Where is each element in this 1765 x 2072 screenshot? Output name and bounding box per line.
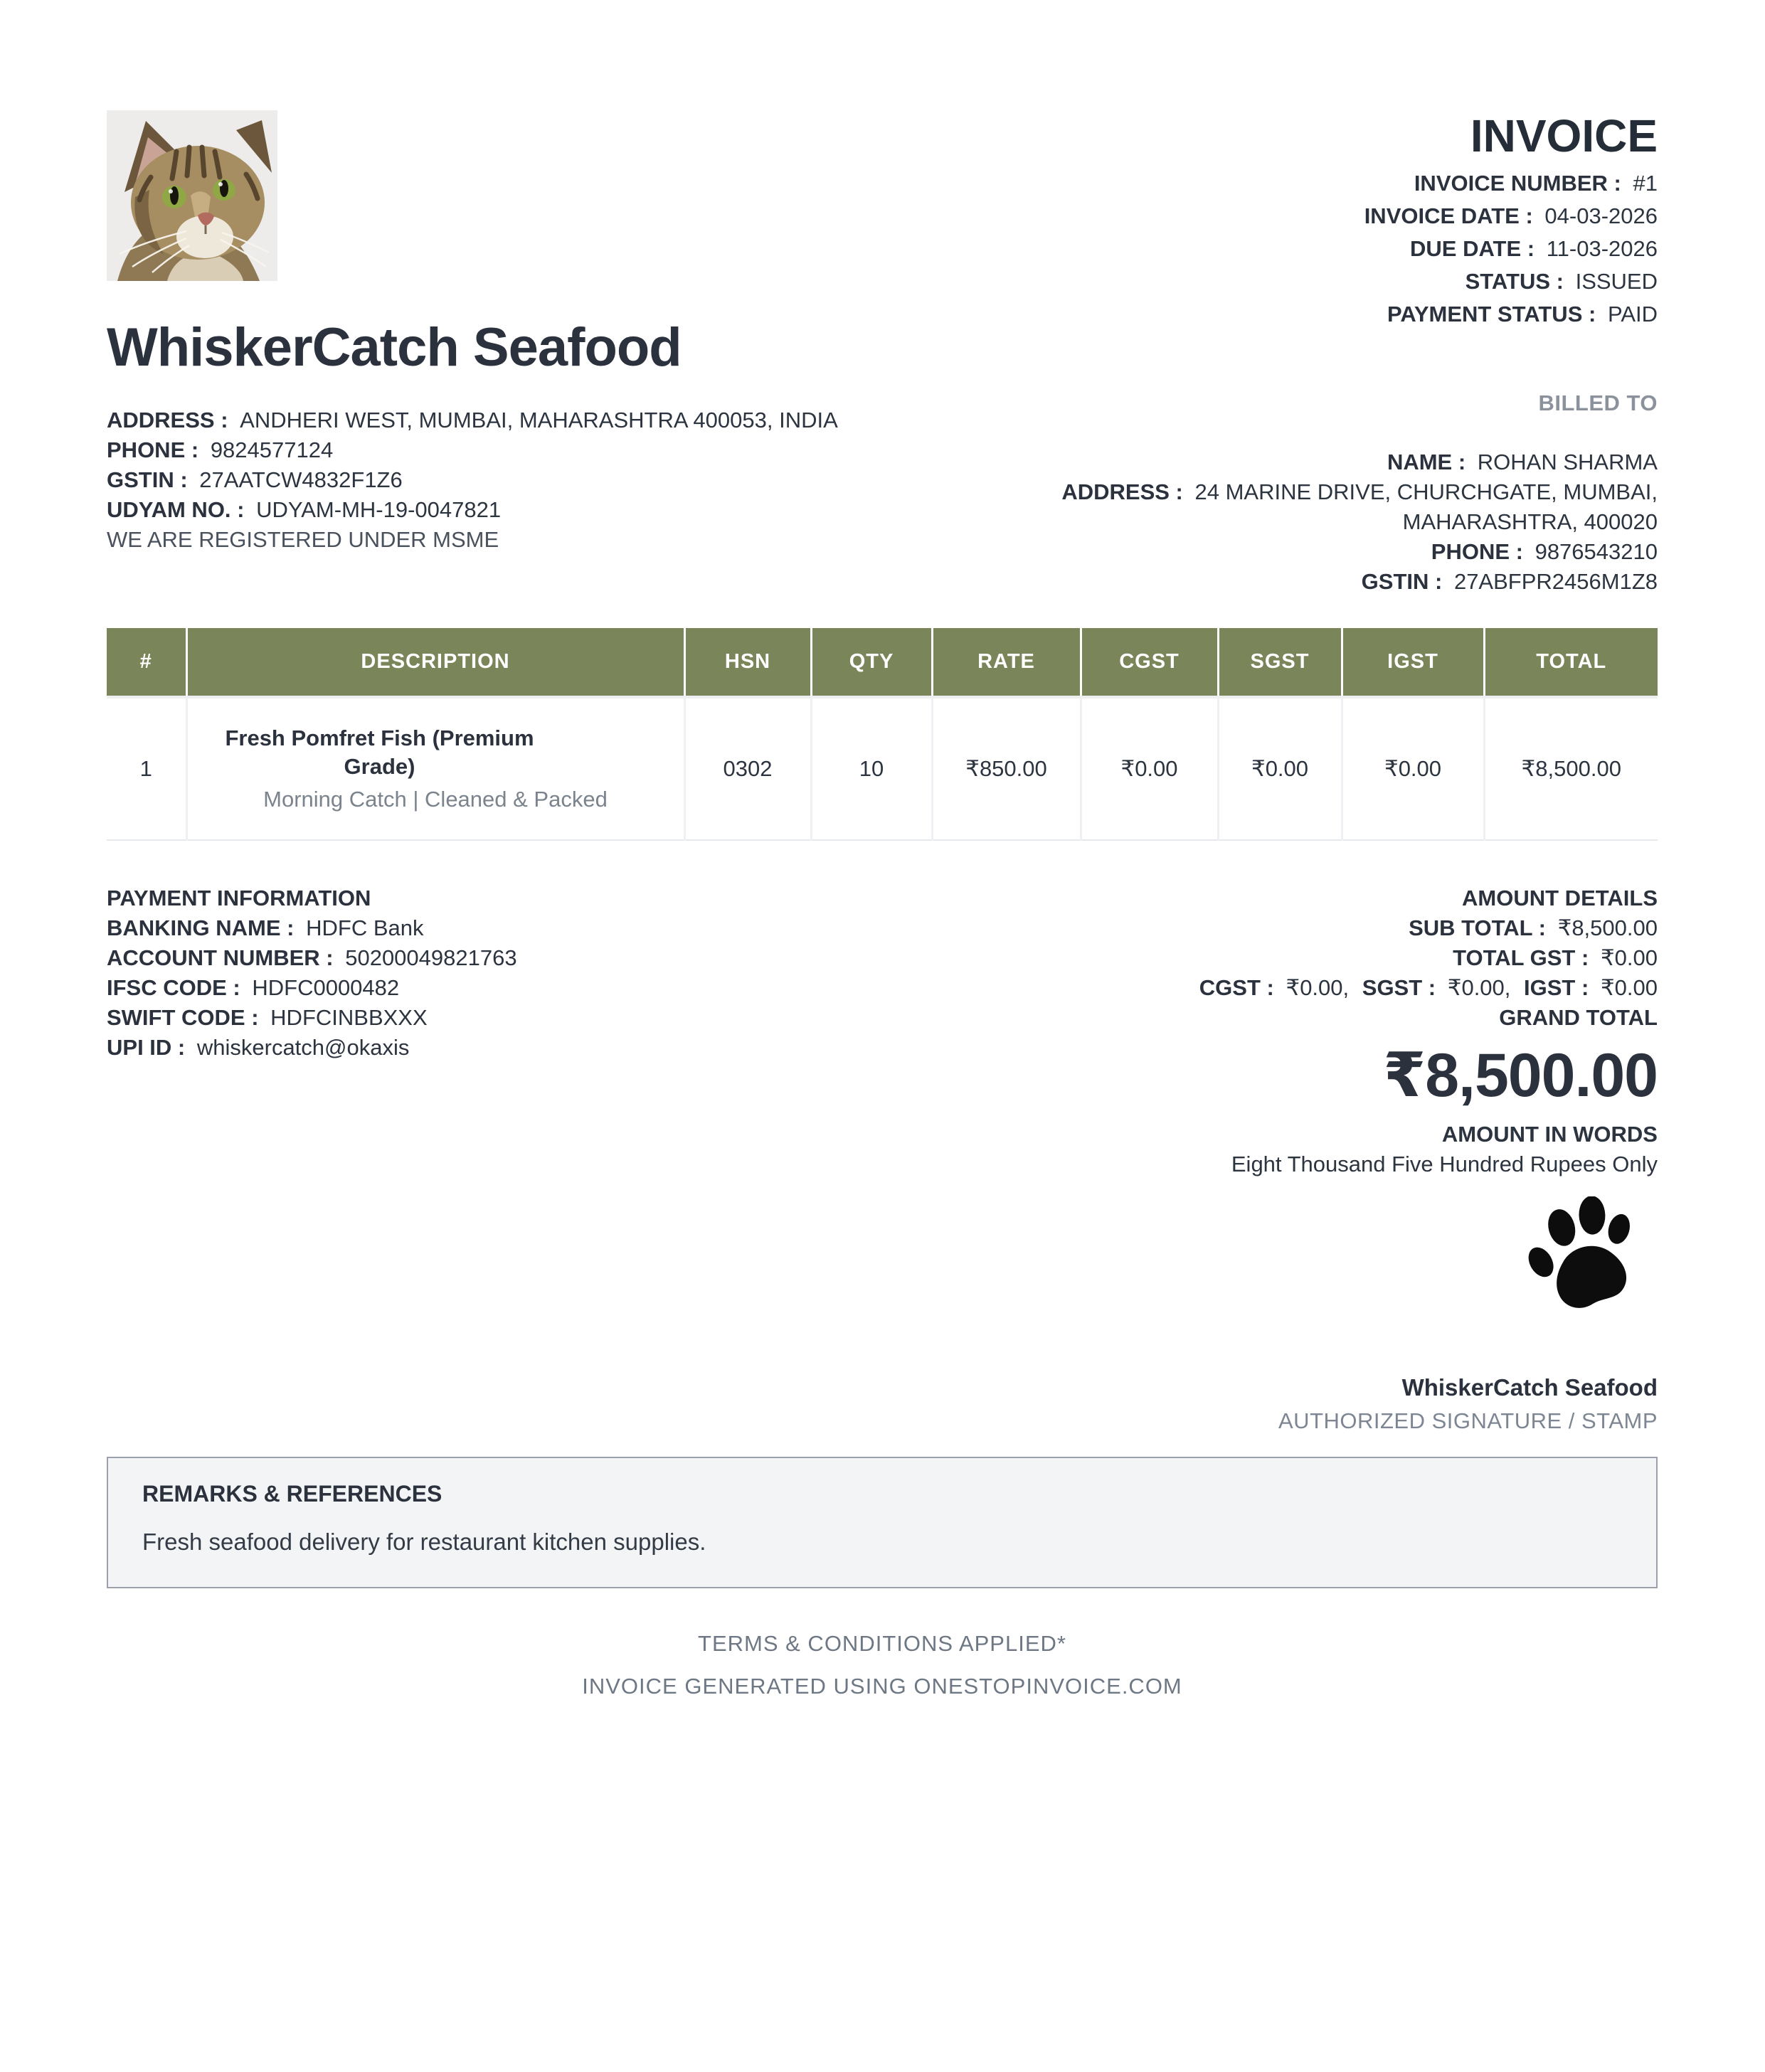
col-header-total: TOTAL	[1484, 628, 1658, 697]
item-description-subtitle: Morning Catch | Cleaned & Packed	[263, 787, 608, 812]
item-rate: ₹850.00	[932, 697, 1081, 840]
item-num: 1	[107, 697, 186, 840]
payment-status-line: PAYMENT STATUS : PAID	[1387, 302, 1658, 326]
paw-print-stamp-icon	[1520, 1196, 1638, 1324]
total-gst-line: TOTAL GST : ₹0.00	[1453, 945, 1658, 970]
col-header-cgst: CGST	[1081, 628, 1218, 697]
company-name: WhiskerCatch Seafood	[107, 317, 682, 378]
invoice-meta	[875, 167, 1658, 331]
col-header-igst: IGST	[1342, 628, 1484, 697]
col-header-sgst: SGST	[1218, 628, 1342, 697]
payment-info-heading: PAYMENT INFORMATION	[107, 886, 371, 910]
table-row	[107, 697, 1658, 840]
remarks-heading: REMARKS & REFERENCES	[142, 1481, 442, 1507]
billed-phone-line: PHONE : 9876543210	[1431, 539, 1658, 564]
document-title: INVOICE	[1470, 110, 1658, 161]
col-header-num: #	[107, 628, 186, 697]
upi-id-line: UPI ID : whiskercatch@okaxis	[107, 1035, 410, 1060]
gst-breakup-line: CGST : ₹0.00, SGST : ₹0.00, IGST : ₹0.00	[1199, 975, 1658, 1000]
item-sgst: ₹0.00	[1218, 697, 1342, 840]
ifsc-code-line: IFSC CODE : HDFC0000482	[107, 975, 400, 1000]
company-udyam-line: UDYAM NO. : UDYAM-MH-19-0047821	[107, 497, 502, 522]
account-number-line: ACCOUNT NUMBER : 50200049821763	[107, 945, 517, 970]
banking-name-line: BANKING NAME : HDFC Bank	[107, 915, 424, 940]
item-description	[186, 697, 684, 840]
remarks-text: Fresh seafood delivery for restaurant kitchen supplies.	[142, 1529, 706, 1555]
swift-code-line: SWIFT CODE : HDFCINBBXXX	[107, 1005, 428, 1030]
billed-gstin-line: GSTIN : 27ABFPR2456M1Z8	[1361, 569, 1658, 594]
amount-details-heading: AMOUNT DETAILS	[1462, 886, 1658, 910]
header-section	[107, 110, 1658, 597]
billed-address-line: ADDRESS : 24 MARINE DRIVE, CHURCHGATE, MUMBAI, MAHARASHTRA, 400020	[1061, 479, 1658, 534]
signature-caption: AUTHORIZED SIGNATURE / STAMP	[1278, 1408, 1658, 1433]
payment-amount-section	[107, 883, 1658, 1179]
invoice-date-line: INVOICE DATE : 04-03-2026	[1364, 203, 1658, 228]
items-table	[107, 628, 1658, 841]
item-total: ₹8,500.00	[1484, 697, 1658, 840]
col-header-description: DESCRIPTION	[186, 628, 684, 697]
cat-photo-icon	[107, 110, 277, 281]
generator-line: INVOICE GENERATED USING ONESTOPINVOICE.COM	[582, 1674, 1182, 1699]
item-hsn: 0302	[684, 697, 811, 840]
item-qty: 10	[811, 697, 932, 840]
col-header-rate: RATE	[932, 628, 1081, 697]
col-header-qty: QTY	[811, 628, 932, 697]
item-description-title: Fresh Pomfret Fish (Premium Grade)	[225, 726, 534, 779]
status-line: STATUS : ISSUED	[1465, 269, 1658, 294]
company-phone-line: PHONE : 9824577124	[107, 437, 334, 462]
msme-note: WE ARE REGISTERED UNDER MSME	[107, 527, 499, 552]
billed-to-heading: BILLED TO	[1538, 391, 1658, 415]
billed-to-fields	[975, 447, 1658, 597]
item-igst: ₹0.00	[1342, 697, 1484, 840]
company-address-line: ADDRESS : ANDHERI WEST, MUMBAI, MAHARASHTRA 400053, INDIA	[107, 408, 838, 432]
due-date-line: DUE DATE : 11-03-2026	[1410, 236, 1658, 261]
grand-total-value: ₹8,500.00	[1383, 1041, 1658, 1110]
table-header-row	[107, 628, 1658, 697]
item-cgst: ₹0.00	[1081, 697, 1218, 840]
company-gstin-line: GSTIN : 27AATCW4832F1Z6	[107, 467, 403, 492]
amount-in-words-label: AMOUNT IN WORDS	[1441, 1122, 1658, 1147]
signature-section	[107, 1196, 1658, 1434]
amount-in-words-value: Eight Thousand Five Hundred Rupees Only	[1231, 1152, 1658, 1176]
signature-company-name: WhiskerCatch Seafood	[1401, 1374, 1658, 1401]
invoice-number-line: INVOICE NUMBER : #1	[1414, 171, 1658, 196]
footer	[107, 1622, 1658, 1708]
company-logo	[107, 110, 277, 281]
sub-total-line: SUB TOTAL : ₹8,500.00	[1409, 915, 1658, 940]
payment-information	[107, 883, 517, 1179]
company-details	[107, 405, 875, 555]
remarks-box	[107, 1457, 1658, 1588]
col-header-hsn: HSN	[684, 628, 811, 697]
grand-total-label: GRAND TOTAL	[1499, 1005, 1658, 1030]
company-block	[107, 110, 875, 597]
invoice-meta-block	[875, 110, 1658, 597]
amount-details	[1199, 883, 1658, 1179]
billed-name-line: NAME : ROHAN SHARMA	[1387, 450, 1658, 474]
terms-line: TERMS & CONDITIONS APPLIED*	[698, 1631, 1066, 1656]
